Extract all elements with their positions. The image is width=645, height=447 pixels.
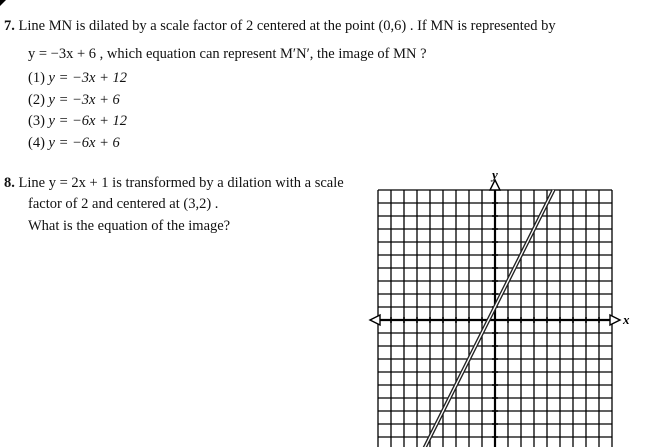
- q8-line2: [28, 196, 218, 213]
- axes: [370, 180, 620, 447]
- choice-equation: y = −3x + 12: [48, 70, 128, 86]
- x-axis-arrow-left: [370, 315, 380, 325]
- q8-text3: What is the equation of the image?: [28, 218, 231, 234]
- q7-number: 7.: [4, 18, 15, 34]
- coordinate-grid: [365, 170, 635, 447]
- choice-label: (3): [28, 113, 45, 129]
- q8-text2: factor of 2 and centered at (3,2) .: [28, 196, 219, 212]
- x-axis-arrow-right: [610, 315, 620, 325]
- q7-choice-3: [28, 113, 127, 130]
- choice-label: (4): [28, 135, 45, 151]
- y-axis-label: y: [492, 170, 498, 182]
- choice-label: (2): [28, 92, 45, 108]
- q8-line3: [28, 218, 230, 235]
- q7-line2: [28, 46, 427, 63]
- x-axis-label: x: [623, 312, 630, 327]
- q7-line1: [4, 18, 556, 35]
- corner-mark: [0, 0, 6, 6]
- q8-line1: [4, 175, 344, 192]
- q7-text1: Line MN is dilated by a scale factor of 2 centered at the point (0,6) . If MN is represented by: [18, 18, 556, 34]
- q7-choice-2: [28, 92, 120, 109]
- q7-text2: y = −3x + 6 , which equation can represent M′N′, the image of MN ?: [28, 46, 427, 62]
- choice-equation: y = −6x + 12: [48, 113, 128, 129]
- q7-choice-1: [28, 70, 127, 87]
- q8-number: 8.: [4, 175, 15, 191]
- choice-label: (1): [28, 70, 45, 86]
- choice-equation: y = −6x + 6: [48, 135, 120, 151]
- q8-text1: Line y = 2x + 1 is transformed by a dilation with a scale: [18, 175, 344, 191]
- q7-choice-4: [28, 135, 120, 152]
- choice-equation: y = −3x + 6: [48, 92, 120, 108]
